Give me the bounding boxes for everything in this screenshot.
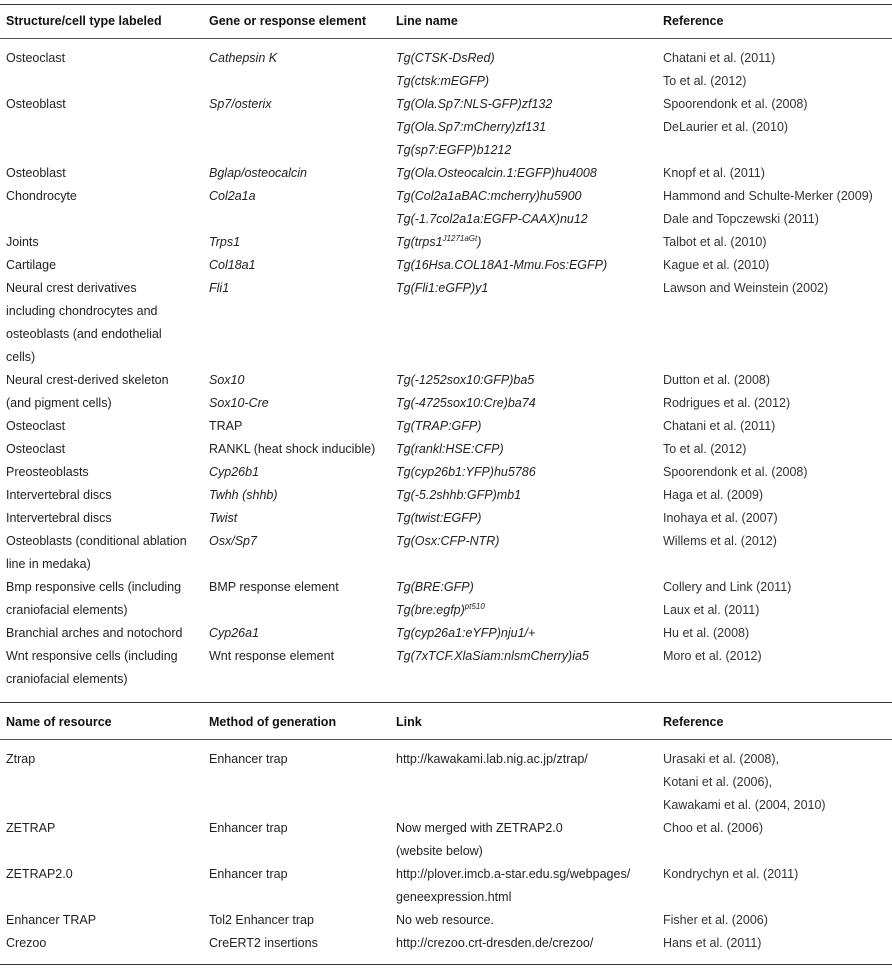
header-method: Method of generation — [209, 715, 337, 729]
table-row — [0, 909, 892, 932]
top-rule — [0, 4, 892, 5]
table-cell: CreERT2 insertions — [209, 936, 318, 950]
table-cell: line in medaka) — [6, 557, 91, 571]
table-cell: Tg(twist:EGFP) — [396, 511, 482, 525]
mid-rule — [0, 702, 892, 703]
table-row — [0, 231, 892, 254]
table-cell: Tg(Col2a1aBAC:mcherry)hu5900 — [396, 189, 582, 203]
table-cell: Kague et al. (2010) — [663, 258, 770, 272]
table-cell: Tg(TRAP:GFP) — [396, 419, 482, 433]
table-cell: Spoorendonk et al. (2008) — [663, 465, 808, 479]
table-cell: Kondrychyn et al. (2011) — [663, 867, 799, 881]
table-cell: including chondrocytes and — [6, 304, 158, 318]
table-row — [0, 369, 892, 415]
table-cell: Dale and Topczewski (2011) — [663, 212, 819, 226]
table-cell: Chatani et al. (2011) — [663, 51, 776, 65]
table-row — [0, 530, 892, 576]
table-cell: craniofacial elements) — [6, 603, 128, 617]
table-cell: geneexpression.html — [396, 890, 512, 904]
table-row — [0, 576, 892, 622]
table-cell: Wnt responsive cells (including — [6, 649, 178, 663]
table-row — [0, 277, 892, 369]
table-cell: Talbot et al. (2010) — [663, 235, 767, 249]
table-cell: Now merged with ZETRAP2.0 — [396, 821, 563, 835]
table-cell: Kawakami et al. (2004, 2010) — [663, 798, 826, 812]
table-cell: Osteoclast — [6, 419, 66, 433]
header-structure: Structure/cell type labeled — [6, 14, 162, 28]
table-cell: Cathepsin K — [209, 51, 278, 65]
table-row — [0, 932, 892, 955]
table-cell: Hammond and Schulte-Merker (2009) — [663, 189, 873, 203]
header-rule-2 — [0, 739, 892, 740]
table-cell: Knopf et al. (2011) — [663, 166, 765, 180]
table-cell: Lawson and Weinstein (2002) — [663, 281, 829, 295]
table-cell: (website below) — [396, 844, 483, 858]
table-cell: Chatani et al. (2011) — [663, 419, 776, 433]
table-cell: Tg(-1252sox10:GFP)ba5 — [396, 373, 535, 387]
table-cell: To et al. (2012) — [663, 74, 747, 88]
table-cell: Tg(-5.2shhb:GFP)mb1 — [396, 488, 522, 502]
table-row — [0, 863, 892, 909]
table-cell: Cyp26a1 — [209, 626, 260, 640]
table-cell: Intervertebral discs — [6, 511, 112, 525]
table-cell: Col2a1a — [209, 189, 256, 203]
table-cell: Osteoclast — [6, 51, 66, 65]
table-cell: http://crezoo.crt-dresden.de/crezoo/ — [396, 936, 594, 950]
table-cell: Intervertebral discs — [6, 488, 112, 502]
table-cell: Tg(BRE:GFP) — [396, 580, 474, 594]
table-cell: Ztrap — [6, 752, 36, 766]
table-cell: Enhancer trap — [209, 821, 288, 835]
table-cell: osteoblasts (and endothelial — [6, 327, 162, 341]
header-reference: Reference — [663, 14, 724, 28]
table-cell: Hu et al. (2008) — [663, 626, 750, 640]
header-rule — [0, 38, 892, 39]
table-row — [0, 622, 892, 645]
table-cell: Dutton et al. (2008) — [663, 373, 771, 387]
table-row — [0, 748, 892, 817]
table-cell: TRAP — [209, 419, 243, 433]
header-link: Link — [396, 715, 422, 729]
table-cell: Tg(16Hsa.COL18A1-Mmu.Fos:EGFP) — [396, 258, 608, 272]
table-cell: Preosteoblasts — [6, 465, 89, 479]
table-cell: Tg(-1.7col2a1a:EGFP-CAAX)nu12 — [396, 212, 588, 226]
table-cell: BMP response element — [209, 580, 339, 594]
table-cell: Moro et al. (2012) — [663, 649, 762, 663]
table-cell: http://plover.imcb.a-star.edu.sg/webpages/ — [396, 867, 631, 881]
table-cell: Urasaki et al. (2008), — [663, 752, 780, 766]
table-cell: Chondrocyte — [6, 189, 77, 203]
table-row — [0, 645, 892, 691]
table-cell: Twist — [209, 511, 238, 525]
table-cell: http://kawakami.lab.nig.ac.jp/ztrap/ — [396, 752, 588, 766]
table-cell: ZETRAP2.0 — [6, 867, 73, 881]
table-row — [0, 185, 892, 231]
table-row — [0, 438, 892, 461]
table-cell: Tg(ctsk:mEGFP) — [396, 74, 490, 88]
table-cell: Inohaya et al. (2007) — [663, 511, 778, 525]
table-cell: Laux et al. (2011) — [663, 603, 760, 617]
table-row — [0, 415, 892, 438]
table-cell: Cyp26b1 — [209, 465, 260, 479]
table-cell: (and pigment cells) — [6, 396, 112, 410]
table-cell: Enhancer trap — [209, 752, 288, 766]
table-cell: Osx/Sp7 — [209, 534, 257, 548]
table-cell: Tg(cyp26b1:YFP)hu5786 — [396, 465, 536, 479]
table-cell: Kotani et al. (2006), — [663, 775, 773, 789]
table-cell: $Tg(trps1^{J1271aGt})$ — [396, 234, 482, 249]
table-row — [0, 254, 892, 277]
header-reference-2: Reference — [663, 715, 724, 729]
header-line-name: Line name — [396, 14, 458, 28]
table-cell: Tg(CTSK-DsRed) — [396, 51, 495, 65]
table-cell: Spoorendonk et al. (2008) — [663, 97, 808, 111]
table-cell: Sp7/osterix — [209, 97, 272, 111]
table-cell: Neural crest derivatives — [6, 281, 137, 295]
table-cell: Tol2 Enhancer trap — [209, 913, 314, 927]
table-cell: craniofacial elements) — [6, 672, 128, 686]
table-cell: To et al. (2012) — [663, 442, 747, 456]
table-cell: Crezoo — [6, 936, 47, 950]
table-cell: Sox10 — [209, 373, 245, 387]
table-cell: Choo et al. (2006) — [663, 821, 764, 835]
table-cell: Twhh (shhb) — [209, 488, 278, 502]
header-gene: Gene or response element — [209, 14, 367, 28]
table-cell: Enhancer TRAP — [6, 913, 97, 927]
table-cell: Tg(7xTCF.XlaSiam:nlsmCherry)ia5 — [396, 649, 589, 663]
table-cell: Collery and Link (2011) — [663, 580, 792, 594]
table-cell: Osteoclast — [6, 442, 66, 456]
table-cell: Wnt response element — [209, 649, 335, 663]
table-cell: Col18a1 — [209, 258, 256, 272]
table-cell: Joints — [6, 235, 39, 249]
table-cell: Neural crest-derived skeleton — [6, 373, 169, 387]
table-cell: Tg(-4725sox10:Cre)ba74 — [396, 396, 536, 410]
table-cell: Tg(Ola.Sp7:NLS-GFP)zf132 — [396, 97, 553, 111]
table-cell: Tg(bre:egfp)$^{pt510}$ — [396, 602, 485, 617]
table-row — [0, 47, 892, 93]
table-cell: Haga et al. (2009) — [663, 488, 764, 502]
table-cell: Osteoblast — [6, 97, 66, 111]
table-cell: Willems et al. (2012) — [663, 534, 777, 548]
table-cell: Trps1 — [209, 235, 241, 249]
table-cell: Tg(Fli1:eGFP)y1 — [396, 281, 489, 295]
table-row — [0, 484, 892, 507]
table-cell: Sox10-Cre — [209, 396, 269, 410]
table-cell: Tg(cyp26a1:eYFP)nju1/+ — [396, 626, 536, 640]
table-row — [0, 817, 892, 863]
table-cell: Branchial arches and notochord — [6, 626, 183, 640]
table-cell: Tg(Ola.Sp7:mCherry)zf131 — [396, 120, 547, 134]
bottom-rule — [0, 964, 892, 965]
table-row — [0, 507, 892, 530]
header-resource: Name of resource — [6, 715, 112, 729]
table-cell: Tg(Osx:CFP-NTR) — [396, 534, 500, 548]
table-cell: Rodrigues et al. (2012) — [663, 396, 791, 410]
table-cell: Bglap/osteocalcin — [209, 166, 307, 180]
table-row — [0, 162, 892, 185]
table-cell: Enhancer trap — [209, 867, 288, 881]
table-cell: RANKL (heat shock inducible) — [209, 442, 376, 456]
table-row — [0, 93, 892, 162]
table-cell: Osteoblast — [6, 166, 66, 180]
table-cell: No web resource. — [396, 913, 494, 927]
table-cell: Tg(sp7:EGFP)b1212 — [396, 143, 512, 157]
table-cell: DeLaurier et al. (2010) — [663, 120, 789, 134]
table-cell: Tg(rankl:HSE:CFP) — [396, 442, 504, 456]
table-cell: Tg(Ola.Osteocalcin.1:EGFP)hu4008 — [396, 166, 597, 180]
table-cell: Bmp responsive cells (including — [6, 580, 182, 594]
table-cell: Hans et al. (2011) — [663, 936, 762, 950]
table-cell: Fli1 — [209, 281, 230, 295]
table-cell: Cartilage — [6, 258, 57, 272]
table-row — [0, 461, 892, 484]
table-cell: cells) — [6, 350, 36, 364]
table-cell: Fisher et al. (2006) — [663, 913, 768, 927]
table-cell: Osteoblasts (conditional ablation — [6, 534, 187, 548]
table-cell: ZETRAP — [6, 821, 56, 835]
